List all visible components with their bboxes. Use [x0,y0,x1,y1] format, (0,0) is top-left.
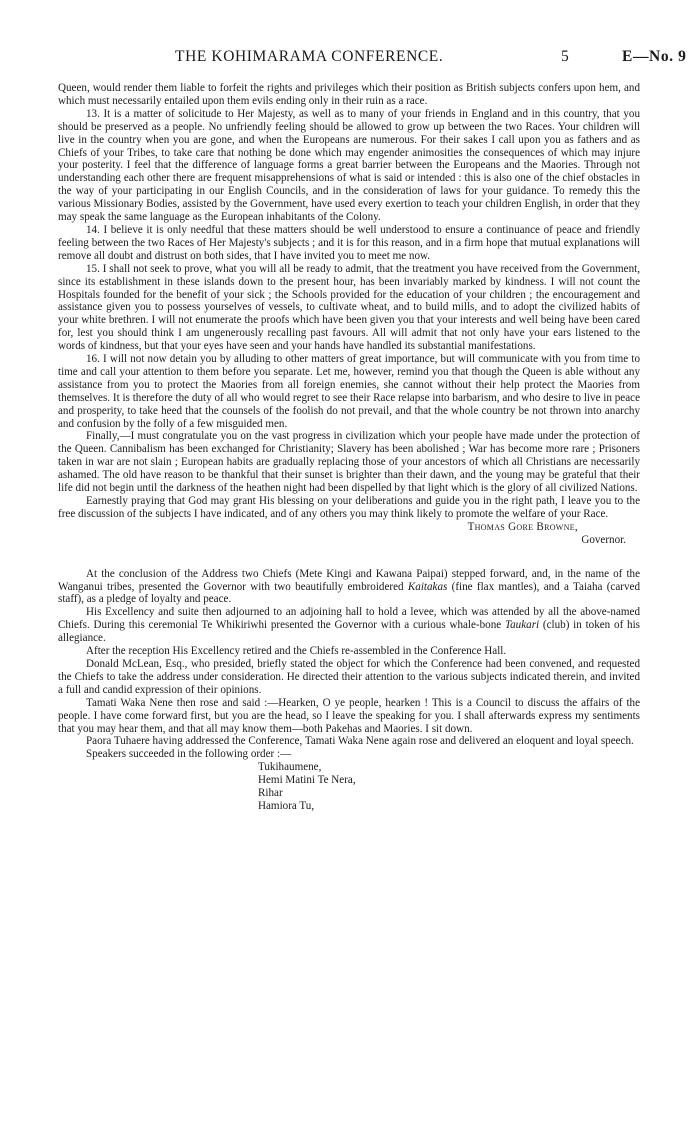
narrative-tamati-speech: Tamati Waka Nene then rose and said :—Hearken, O ye people, hearken ! This is a Council to discuss the affairs of the people. I have come forward first, but you are the head, so I leave the speaking for you. I shall afterwards express my sentiments that you may hear them, and that all may know them—both Pakehas and Maories. I sit down. [58,696,640,735]
speaker-name: Hemi Matini Te Nera, [258,774,356,787]
paragraph-16: 16. I will not now detain you by alluding to other matters of great importance, but will communicate with you from time to time and call your attention to them before you separate. Let me, however, remind you that though the Queen is able without any assistance from you to protect the Maories from all foreign enemies, she cannot without their help protect the Maories from themselves. It is therefore the duty of all who would regret to see their Race relapse into barbarism, and who desire to live in peace and prosperity, to take heed that the counsels of the foolish do not prevail, and that the whole country be not thrown into anarchy and confusion by the folly of a few misguided men. [58,353,640,430]
document-body [58,82,640,813]
speakers-list [58,761,640,813]
paragraph-13: 13. It is a matter of solicitude to Her Majesty, as well as to many of your friends in England and in this country, that you should be preserved as a people. No unfriendly feeling should be allowed to grow up between the two Races. Your children will live in the country when you are gone, and when the Europeans are numerous. For their sakes I call upon you as fathers and as Chiefs of your Tribes, to take care that nothing be done which may engender animosities the consequences of which may injure your posterity. I feel that the difference of language forms a great barrier between the Europeans and the Maories. Through not understanding each other there are frequent misapprehensions of what is said or intended : this is also one of the chief obstacles in the way of your participating in our English Councils, and in the consideration of laws for your guidance. To remedy this the various Missionary Bodies, assisted by the Government, have used every exertion to teach your children English, in order that they may speak the same language as the European inhabitants of the Colony. [58,107,640,224]
kaitakas-term: Kaitakas [407,580,448,593]
signature-name: Thomas Gore Browne, [467,520,578,533]
signature-title: Governor. [581,533,626,546]
narrative-paora: Paora Tuhaere having addressed the Conference, Tamati Waka Nene again rose and delivered an eloquent and loyal speech. [86,735,634,748]
running-title: THE KOHIMARAMA CONFERENCE. [175,48,444,65]
narrative-levee: His Excellency and suite then adjourned to an adjoining hall to hold a levee, which was attended by all the above-named Chiefs. During this ceremonial Te Whikiriwhi presented the Governor with a curious whale-bone Taukari (club) in token of his allegiance. [58,606,640,645]
speaker-name: Hamiora Tu, [258,799,315,812]
paragraph-15: 15. I shall not seek to prove, what you will all be ready to admit, that the treatment you have received from the Government, since its establishment in these islands down to the present hour, has been invariably marked by kindness. I will not count the Hospitals founded for the benefit of your sick ; the Schools provided for the education of your children ; the encouragement and assistance given you to possess yourselves of vessels, to cultivate wheat, and to build mills, and to adopt the civilized habits of your white brethren. I will not enumerate the proofs which have been given you that your interests and well being have been cared for, lest you should think I am ungenerously recalling past favours. All will admit that not only have your ears listened to the words of kindness, but that your eyes have seen and your hands have handled its substantial manifestations. [58,262,640,353]
narrative-reassembly: After the reception His Excellency retired and the Chiefs re-assembled in the Conference Hall. [86,645,507,658]
taukari-term: Taukari [504,619,540,632]
document-reference: E—No. 9 [622,48,687,65]
paragraph-14: 14. I believe it is only needful that these matters should be well understood to ensure a continuance of peace and friendly feeling between the two Races of Her Majesty's subjects ; and it is for this reason, and in a firm hope that mutual explanations will remove all doubt and distrust on both sides, that I have invited you to meet me now. [58,223,640,262]
section-gap [58,547,640,568]
paragraph-closing-prayer: Earnestly praying that God may grant His blessing on your deliberations and guide you in the right path, I leave you to the free discussion of the subjects I have indicated, and of any others you may think likely to promote the welfare of your Race. [58,495,640,520]
speaker-name: Tukihaumene, [258,761,322,774]
speaker-name: Rihar [258,787,283,800]
page-number: 5 [561,48,570,65]
page-header [0,48,700,68]
paragraph-finally: Finally,—I must congratulate you on the vast progress in civilization which your people have made under the protection of the Queen. Cannibalism has been exchanged for Christianity; Slavery has been abolished ; War has become more rare ; Prisoners taken in war are not slain ; European habits are gradually replacing those of your ancestors of which all Christians are necessarily ashamed. The old have reason to be thankful that their sunset is brighter than their dawn, and the young may be grateful that their life did not begin until the darkness of the heathen night had been dispelled by that light which is the glory of all civilized Nations. [58,430,640,495]
narrative-speakers-intro: Speakers succeeded in the following order :— [86,748,292,761]
paragraph-continued: Queen, would render them liable to forfeit the rights and privileges which their position as British subjects confers upon hem, and which must necessarily entailed upon them evils ending only in their ruin as a race. [58,82,640,107]
narrative-presentation: At the conclusion of the Address two Chiefs (Mete Kingi and Kawana Paipai) stepped forward, and, in the name of the Wanganui tribes, presented the Governor with two beautifully embroidered Kaitakas (fine flax mantles), and a Taiaha (carved staff), as a pledge of loyalty and peace. [58,567,640,606]
narrative-mclean: Donald McLean, Esq., who presided, briefly stated the object for which the Conference had been convened, and requested the Chiefs to take the address under consideration. He directed their attention to the various subjects indicated therein, and invited a full and candid expression of their opinions. [58,657,640,696]
